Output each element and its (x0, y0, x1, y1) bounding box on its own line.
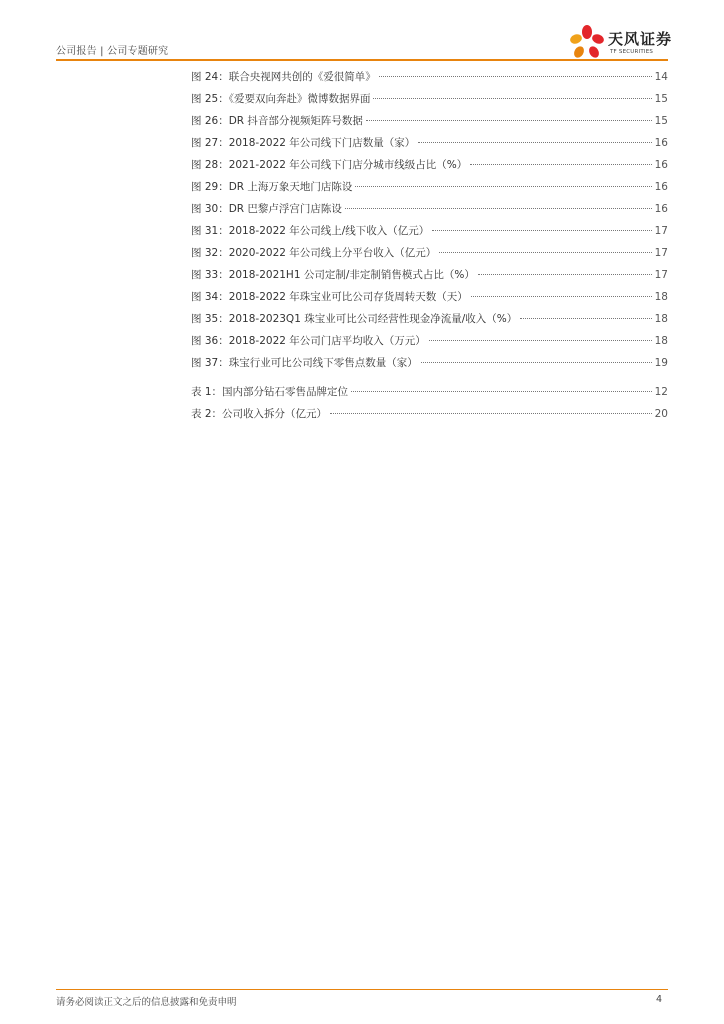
toc-leader-dots (429, 340, 652, 341)
toc-entry-label: 图 33：2018-2021H1 公司定制/非定制销售模式占比（%） (191, 269, 475, 281)
toc-leader-dots (373, 98, 651, 99)
toc-entry-label: 图 28：2021-2022 年公司线下门店分城市线级占比（%） (191, 159, 468, 171)
toc-entry-label: 图 29：DR 上海万象天地门店陈设 (191, 181, 353, 193)
toc-entry-page: 12 (654, 386, 668, 398)
toc-entry-page: 16 (654, 137, 668, 149)
toc-entry-table-2[interactable] (191, 406, 668, 428)
toc-leader-dots (470, 164, 651, 165)
toc-leader-dots (345, 208, 652, 209)
toc-entry-page: 18 (654, 313, 668, 325)
toc-entry-label: 图 27：2018-2022 年公司线下门店数量（家） (191, 137, 416, 149)
logo-flower-icon (568, 24, 606, 60)
header-divider (56, 59, 668, 61)
toc-entry-label: 图 35：2018-2023Q1 珠宝业可比公司经营性现金净流量/收入（%） (191, 313, 518, 325)
toc-leader-dots (351, 391, 652, 392)
toc-section-gap (191, 377, 668, 384)
toc-entry-label: 图 31：2018-2022 年公司线上/线下收入（亿元） (191, 225, 430, 237)
toc-entry-page: 17 (654, 225, 668, 237)
toc-entry-figure-28[interactable] (191, 157, 668, 179)
page-number: 4 (656, 994, 663, 1005)
footer-disclaimer: 请务必阅读正文之后的信息披露和免责申明 (56, 997, 237, 1008)
toc-entry-figure-26[interactable] (191, 113, 668, 135)
toc-leader-dots (330, 413, 652, 414)
toc-entry-page: 17 (654, 269, 668, 281)
toc-entry-page: 18 (654, 335, 668, 347)
toc-entry-figure-25[interactable] (191, 91, 668, 113)
toc-entry-figure-37[interactable] (191, 355, 668, 377)
toc-entry-label: 图 34：2018-2022 年珠宝业可比公司存货周转天数（天） (191, 291, 468, 303)
toc-entry-page: 17 (654, 247, 668, 259)
company-logo (568, 24, 678, 60)
toc-entry-figure-27[interactable] (191, 135, 668, 157)
toc-entry-page: 15 (654, 115, 668, 127)
toc-entry-page: 16 (654, 159, 668, 171)
toc-leader-dots (478, 274, 652, 275)
toc-leader-dots (439, 252, 651, 253)
toc-entry-figure-35[interactable] (191, 311, 668, 333)
toc-entry-page: 20 (654, 408, 668, 420)
toc-entry-figure-31[interactable] (191, 223, 668, 245)
toc-leader-dots (355, 186, 651, 187)
toc-entry-page: 14 (654, 71, 668, 83)
toc-entry-label: 图 25：《爱要双向奔赴》微博数据界面 (191, 93, 371, 105)
toc-entry-label: 表 1：国内部分钻石零售品牌定位 (191, 386, 349, 398)
toc-entry-label: 图 30：DR 巴黎卢浮宫门店陈设 (191, 203, 342, 215)
toc-entry-figure-33[interactable] (191, 267, 668, 289)
toc-leader-dots (418, 142, 651, 143)
toc-entry-label: 图 32：2020-2022 年公司线上分平台收入（亿元） (191, 247, 437, 259)
toc-entry-label: 图 24：联合央视网共创的《爱很简单》 (191, 71, 376, 83)
toc-leader-dots (379, 76, 652, 77)
toc-entry-page: 16 (654, 181, 668, 193)
toc-entry-label: 图 37：珠宝行业可比公司线下零售点数量（家） (191, 357, 418, 369)
toc-entry-figure-29[interactable] (191, 179, 668, 201)
toc-entry-page: 15 (654, 93, 668, 105)
toc-entry-figure-30[interactable] (191, 201, 668, 223)
toc-entry-figure-36[interactable] (191, 333, 668, 355)
toc-entry-page: 18 (654, 291, 668, 303)
toc-entry-label: 图 36：2018-2022 年公司门店平均收入（万元） (191, 335, 426, 347)
toc-entry-figure-32[interactable] (191, 245, 668, 267)
toc-entry-figure-34[interactable] (191, 289, 668, 311)
report-type-breadcrumb: 公司报告 | 公司专题研究 (56, 46, 169, 57)
toc-leader-dots (421, 362, 652, 363)
toc-entry-table-1[interactable] (191, 384, 668, 406)
toc-entry-page: 16 (654, 203, 668, 215)
toc-leader-dots (432, 230, 651, 231)
toc-entry-label: 表 2：公司收入拆分（亿元） (191, 408, 328, 420)
toc-entry-page: 19 (654, 357, 668, 369)
toc-leader-dots (366, 120, 652, 121)
toc-entry-figure-24[interactable] (191, 69, 668, 91)
logo-name-cn: 天风证券 (608, 30, 673, 48)
table-of-contents (191, 69, 668, 428)
footer-divider (56, 989, 668, 990)
logo-name-en: TF SECURITIES (610, 49, 654, 55)
toc-entry-label: 图 26：DR 抖音部分视频矩阵号数据 (191, 115, 363, 127)
toc-leader-dots (520, 318, 651, 319)
toc-leader-dots (471, 296, 652, 297)
